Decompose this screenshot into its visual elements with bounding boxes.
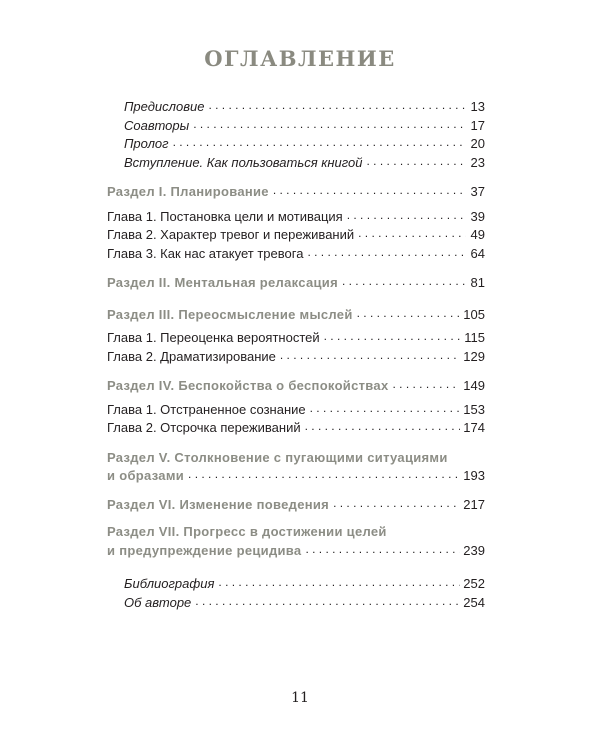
toc-section-title: Раздел IV. Беспокойства о беспокойствах [107, 378, 389, 393]
toc-section-6 [107, 495, 485, 514]
leader-dots [342, 272, 466, 291]
toc-entry-about-author [107, 593, 485, 612]
toc-chapter [107, 207, 485, 226]
toc-section-heading-line1 [107, 449, 485, 467]
leader-dots [195, 592, 460, 611]
toc-chapter [107, 244, 485, 263]
toc-chapter-label: Глава 1. Отстраненное сознание [107, 401, 306, 417]
leader-dots [367, 152, 466, 171]
toc-entry-page: 17 [470, 117, 485, 133]
toc-chapter-page: 39 [470, 208, 485, 224]
leader-dots [357, 304, 461, 323]
toc-chapter-page: 64 [470, 245, 485, 261]
leader-dots [193, 115, 466, 134]
leader-dots [305, 417, 461, 436]
toc-entry-label: Об авторе [124, 594, 192, 610]
toc-section-heading [107, 273, 485, 292]
toc-entry-page: 23 [470, 154, 485, 170]
toc-section-4 [107, 376, 485, 437]
toc-section-title: Раздел III. Переосмысление мыслей [107, 306, 353, 322]
toc-chapter [107, 347, 485, 366]
toc-chapter [107, 225, 485, 244]
toc-front-matter [107, 97, 485, 171]
toc-chapter-label: Глава 2. Драматизирование [107, 348, 276, 364]
page-number: 11 [291, 690, 309, 706]
toc-entry-label: Вступление. Как пользоваться книгой [124, 154, 363, 170]
toc-section-title: Раздел II. Ментальная релаксация [107, 275, 338, 290]
toc-chapter-label: Глава 2. Характер тревог и переживаний [107, 227, 355, 242]
toc-section-page: 239 [463, 542, 485, 558]
toc-chapter [107, 418, 485, 437]
toc-back-matter [107, 574, 485, 611]
toc-entry-prologue [107, 134, 485, 153]
toc-chapter-page: 174 [463, 420, 485, 435]
toc-section-heading-line2 [107, 466, 485, 485]
toc-entry-label: Соавторы [124, 117, 190, 133]
leader-dots [307, 243, 466, 262]
leader-dots [173, 133, 466, 152]
toc-section-7 [107, 523, 485, 559]
toc-section-title-line1: Раздел V. Столкновение с пугающими ситуациями [107, 449, 448, 465]
toc-entry-page: 254 [463, 594, 485, 610]
leader-dots [305, 540, 460, 559]
toc-section-page: 105 [463, 306, 485, 322]
leader-dots [347, 206, 466, 225]
toc-entry-bibliography [107, 574, 485, 593]
toc-section-page: 81 [470, 275, 485, 290]
toc-section-1 [107, 182, 485, 262]
toc-chapter-label: Глава 2. Отсрочка переживаний [107, 420, 301, 435]
toc-section-title: Раздел I. Планирование [107, 184, 269, 199]
leader-dots [310, 399, 461, 418]
toc-section-2 [107, 273, 485, 292]
leader-dots [333, 494, 460, 513]
toc-entry-label: Библиография [124, 576, 215, 591]
toc-entry-label: Пролог [124, 136, 169, 151]
toc-section-heading [107, 305, 485, 324]
leader-dots [208, 96, 466, 115]
toc-chapter-page: 115 [464, 330, 485, 345]
toc-entry-preface [107, 97, 485, 116]
toc-section-heading-line2 [107, 541, 485, 560]
toc-entry-page: 252 [463, 576, 485, 591]
toc-section-title-line1: Раздел VII. Прогресс в достижении целей [107, 524, 387, 539]
toc-section-page: 149 [463, 378, 485, 393]
toc-entry-label: Предисловие [124, 99, 205, 114]
toc-entry-coauthors [107, 116, 485, 135]
toc-section-heading [107, 495, 485, 514]
toc-section-page: 37 [470, 184, 485, 199]
toc-section-title-line2: и предупреждение рецидива [107, 542, 302, 558]
toc-chapter-page: 129 [463, 348, 485, 364]
leader-dots [218, 573, 460, 592]
toc-section-3 [107, 305, 485, 366]
toc-entry-page: 20 [470, 136, 485, 151]
toc-section-heading [107, 376, 485, 395]
toc-section-page: 193 [463, 468, 485, 483]
leader-dots [392, 375, 460, 394]
table-of-contents [107, 97, 485, 611]
leader-dots [280, 346, 460, 365]
toc-entry-page: 13 [470, 99, 485, 114]
toc-section-heading [107, 182, 485, 201]
toc-chapter-page: 49 [470, 227, 485, 242]
toc-entry-introduction [107, 153, 485, 172]
toc-section-title-line2: и образами [107, 468, 185, 483]
toc-section-5 [107, 449, 485, 485]
toc-chapter-label: Глава 1. Постановка цели и мотивация [107, 208, 343, 224]
toc-section-heading-line1 [107, 523, 485, 541]
toc-chapter-label: Глава 1. Переоценка вероятностей [107, 330, 320, 345]
toc-chapter-label: Глава 3. Как нас атакует тревога [107, 245, 304, 261]
page-title: ОГЛАВЛЕНИЕ [204, 46, 396, 71]
leader-dots [324, 327, 462, 346]
leader-dots [188, 465, 460, 484]
toc-section-page: 217 [463, 496, 485, 512]
toc-chapter [107, 400, 485, 419]
toc-section-title: Раздел VI. Изменение поведения [107, 496, 330, 512]
leader-dots [273, 181, 466, 200]
toc-chapter-page: 153 [463, 401, 485, 417]
toc-chapter [107, 328, 485, 347]
leader-dots [358, 224, 466, 243]
